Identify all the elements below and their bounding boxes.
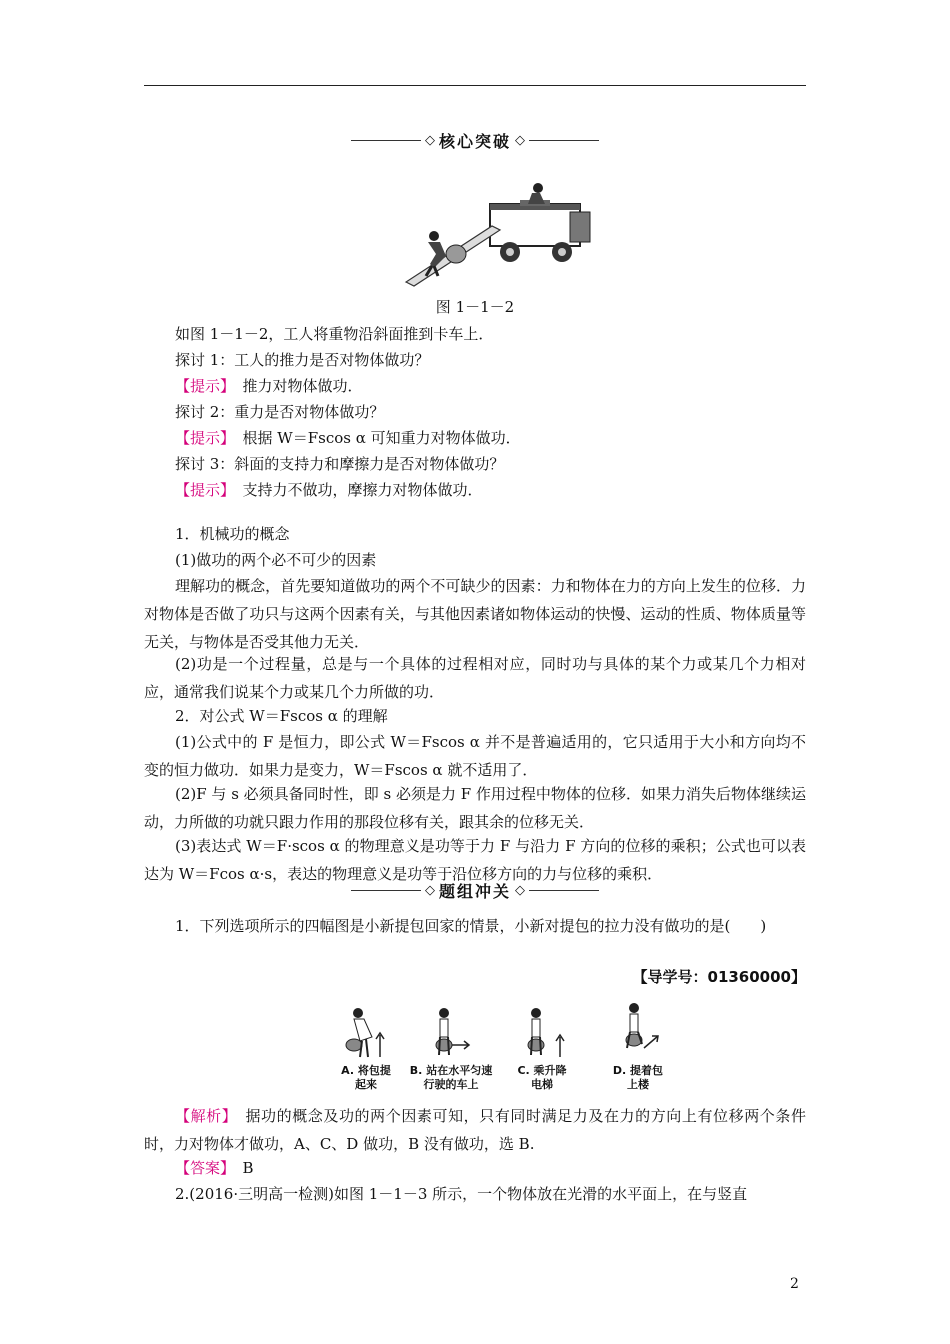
hint-text: 支持力不做功，摩擦力对物体做功． (242, 481, 483, 499)
exercise-2: 2.(2016·三明高一检测)如图 1－1－3 所示，一个物体放在光滑的水平面上，在与竖直 (175, 1185, 748, 1203)
answer (144, 1154, 806, 1182)
option-c-label: C. 乘升降 电梯 (517, 1064, 567, 1091)
heading-1a: (1)做功的两个必不可少的因素 (175, 551, 377, 569)
figure-caption: 图 1－1－2 (435, 298, 515, 316)
header-rule (144, 85, 806, 86)
answer-text: B (242, 1159, 254, 1177)
option-figure-d (612, 1002, 662, 1054)
paragraph-3: (1)公式中的 F 是恒力，即公式 W＝Fscos α 并不是普遍适用的，它只适用于大小和方向均不变的恒力做功．如果力是变力，W＝Fscos α 就不适用了． (144, 733, 806, 779)
option-figure-b (422, 1007, 472, 1059)
option-figure-a (340, 1007, 390, 1059)
section-title: 核心突破 (438, 131, 511, 151)
option-d-label: D. 提着包 上楼 (612, 1064, 664, 1091)
exercise-1: 1．下列选项所示的四幅图是小新提包回家的情景，小新对提包的拉力没有做功的是( ) (175, 917, 767, 935)
paragraph-5: (3)表达式 W＝F·scos α 的物理意义是功等于力 F 与沿力 F 方向的位移的乘积；公式也可以表达为 W＝Fcos α·s，表达的物理意义是功等于沿位移方向的力与位移的乘积． (144, 837, 806, 883)
hint-1 (144, 372, 806, 400)
analysis (144, 1102, 806, 1158)
intro-text: 如图 1－1－2，工人将重物沿斜面推到卡车上． (175, 325, 494, 343)
paragraph-2: (2)功是一个过程量，总是与一个具体的过程相对应，同时功与具体的某个力或某几个力相对应，通常我们说某个力或某几个力所做的功． (144, 655, 806, 701)
analysis-text: 据功的概念及功的两个因素可知，只有同时满足力及在力的方向上有位移两个条件时，力对物体才做功，A、C、D 做功，B 没有做功，选 B. (144, 1107, 806, 1153)
truck-ramp-figure (400, 182, 600, 292)
hint-tag: 【提示】 (175, 429, 228, 447)
hint-text: 推力对物体做功． (242, 377, 363, 395)
hint-2 (144, 424, 806, 452)
question-1: 探讨 1：工人的推力是否对物体做功？ (175, 351, 430, 369)
option-a-label: A. 将包提 起来 (341, 1064, 391, 1091)
option-figure-c (516, 1007, 566, 1059)
hint-text: 根据 W＝Fscos α 可知重力对物体做功． (242, 429, 521, 447)
paragraph-4: (2)F 与 s 必须具备同时性，即 s 必须是力 F 作用过程中物体的位移．如果力消失后物体继续运动，力所做的功就只跟力作用的那段位移有关，跟其余的位移无关． (144, 785, 806, 831)
paragraph-1: 理解功的概念，首先要知道做功的两个不可缺少的因素：力和物体在力的方向上发生的位移．力对物体是否做了功只与这两个因素有关，与其他因素诸如物体运动的快慢、运动的性质、物体质量等无关，与物体是否受其他力无关． (144, 577, 806, 651)
option-b-label: B. 站在水平匀速 行驶的车上 (409, 1064, 493, 1091)
page-number: 2 (790, 1276, 799, 1292)
answer-tag: 【答案】 (175, 1159, 228, 1177)
section-heading-core: ◇ 核心突破 ◇ (144, 128, 806, 152)
hint-tag: 【提示】 (175, 377, 228, 395)
question-3: 探讨 3：斜面的支持力和摩擦力是否对物体做功？ (175, 455, 505, 473)
hint-3 (144, 476, 806, 504)
section-heading-exercises: ◇ 题组冲关 ◇ (144, 878, 806, 902)
heading-1: 1．机械功的概念 (175, 525, 290, 543)
heading-2: 2．对公式 W＝Fscos α 的理解 (175, 707, 388, 725)
hint-tag: 【提示】 (175, 481, 228, 499)
section-title: 题组冲关 (438, 881, 511, 901)
question-2: 探讨 2：重力是否对物体做功？ (175, 403, 385, 421)
guide-number: 【导学号：01360000】 (632, 968, 806, 986)
analysis-tag: 【解析】 (175, 1107, 230, 1125)
